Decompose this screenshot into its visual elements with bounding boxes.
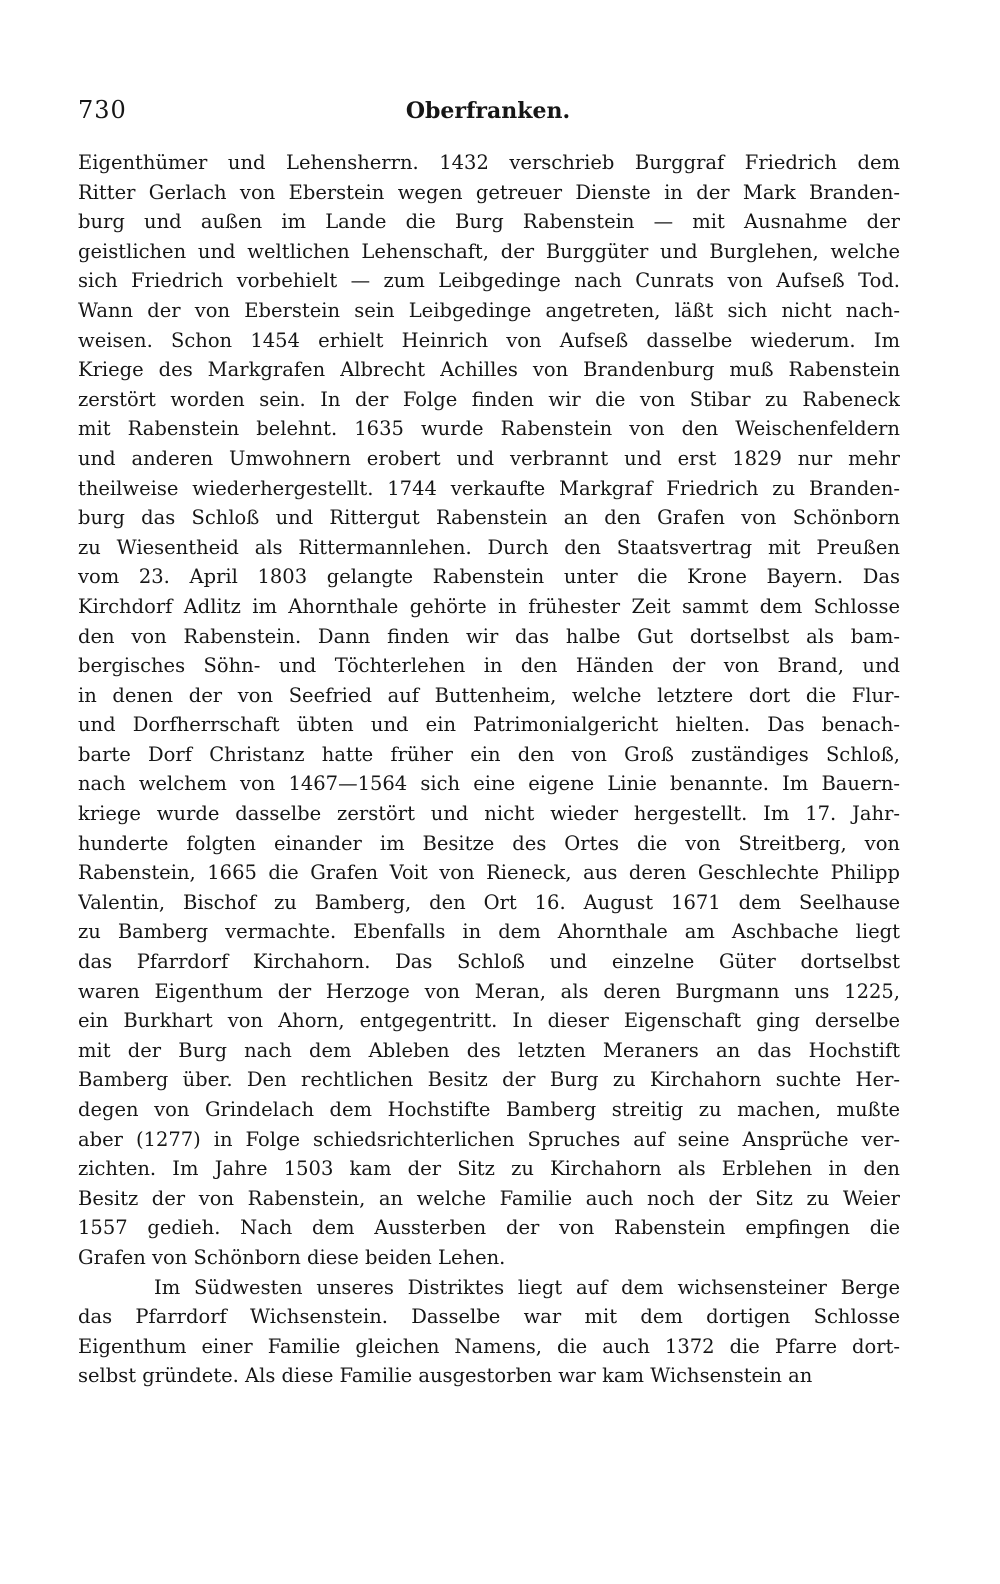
- page-number: 730: [78, 96, 127, 124]
- text-line: waren Eigenthum der Herzoge von Meran, als deren Burgmann uns 1225,: [78, 979, 900, 1003]
- text-line: Grafen von Schönborn diese beiden Lehen.: [78, 1245, 506, 1269]
- text-line: 1557 gedieh. Nach dem Aussterben der von Rabenstein empfingen die: [78, 1216, 900, 1240]
- text-line: Besitz der von Rabenstein, an welche Familie auch noch der Sitz zu Weier: [78, 1186, 900, 1210]
- text-line: Ritter Gerlach von Eberstein wegen getreuer Dienste in der Mark Branden-: [78, 180, 900, 204]
- text-line: barte Dorf Christanz hatte früher ein den von Groß zuständiges Schloß,: [78, 742, 900, 766]
- text-line: bergisches Söhn- und Töchterlehen in den Händen der von Brand, und: [78, 654, 900, 678]
- text-line: das Pfarrdorf Kirchahorn. Das Schloß und einzelne Güter dortselbst: [78, 950, 900, 974]
- text-line: Rabenstein, 1665 die Grafen Voit von Rieneck, aus deren Geschlechte Philipp: [78, 861, 900, 885]
- text-line: Eigenthum einer Familie gleichen Namens, die auch 1372 die Pfarre dort-: [78, 1334, 900, 1358]
- text-line: Bamberg über. Den rechtlichen Besitz der Burg zu Kirchahorn suchte Her-: [78, 1068, 900, 1092]
- page-header: [78, 96, 898, 136]
- text-line: zu Wiesentheid als Rittermannlehen. Durch den Staatsvertrag mit Preußen: [78, 535, 900, 559]
- text-line: weisen. Schon 1454 erhielt Heinrich von Aufseß dasselbe wiederum. Im: [78, 328, 900, 352]
- text-line: mit der Burg nach dem Ableben des letzten Meraners an das Hochstift: [78, 1038, 900, 1062]
- text-line: degen von Grindelach dem Hochstifte Bamberg streitig zu machen, mußte: [78, 1098, 900, 1121]
- text-line: Eigenthümer und Lehensherrn. 1432 verschrieb Burggraf Friedrich dem: [78, 151, 900, 174]
- text-line: mit Rabenstein belehnt. 1635 wurde Rabenstein von den Weischenfeldern: [78, 417, 900, 441]
- text-line: theilweise wiederhergestellt. 1744 verkaufte Markgraf Friedrich zu Branden-: [78, 476, 900, 500]
- text-line: burg das Schloß und Rittergut Rabenstein an den Grafen von Schönborn: [78, 506, 900, 530]
- text-line: geistlichen und weltlichen Lehenschaft, der Burggüter und Burglehen, welche: [78, 239, 900, 263]
- text-line: und anderen Umwohnern erobert und verbrannt und erst 1829 nur mehr: [78, 446, 900, 470]
- text-line: in denen der von Seefried auf Buttenheim, welche letztere dort die Flur-: [78, 683, 900, 707]
- text-line: aber (1277) in Folge schiedsrichterlichen Spruches auf seine Ansprüche ver-: [78, 1127, 900, 1151]
- text-line: zerstört worden sein. In der Folge finden wir die von Stibar zu Rabeneck: [78, 387, 900, 411]
- text-line: Wann der von Eberstein sein Leibgedinge angetreten, läßt sich nicht nach-: [78, 298, 900, 322]
- paragraph: [78, 1273, 900, 1391]
- text-line: Im Südwesten unseres Distriktes liegt auf dem wichsensteiner Berge: [154, 1275, 900, 1299]
- paragraph: [78, 148, 900, 1273]
- text-line: zu Bamberg vermachte. Ebenfalls in dem Ahornthale am Aschbache liegt: [78, 920, 900, 944]
- body-text: [78, 148, 900, 1391]
- text-line: das Pfarrdorf Wichsenstein. Dasselbe war mit dem dortigen Schlosse: [78, 1305, 900, 1329]
- text-line: Kirchdorf Adlitz im Ahornthale gehörte in frühester Zeit sammt dem Schlosse: [78, 594, 900, 618]
- running-head: Oberfranken.: [405, 98, 571, 124]
- text-line: sich Friedrich vorbehielt — zum Leibgedinge nach Cunrats von Aufseß Tod.: [78, 269, 900, 293]
- text-line: zichten. Im Jahre 1503 kam der Sitz zu Kirchahorn als Erblehen in den: [78, 1157, 900, 1181]
- text-line: den von Rabenstein. Dann finden wir das halbe Gut dortselbst als bam-: [78, 624, 900, 648]
- text-line: kriege wurde dasselbe zerstört und nicht wieder hergestellt. Im 17. Jahr-: [78, 802, 900, 826]
- text-line: burg und außen im Lande die Burg Rabenstein — mit Ausnahme der: [78, 210, 900, 234]
- text-line: ein Burkhart von Ahorn, entgegentritt. In dieser Eigenschaft ging derselbe: [78, 1009, 900, 1033]
- text-line: und Dorfherrschaft übten und ein Patrimonialgericht hielten. Das benach-: [78, 713, 900, 737]
- text-line: nach welchem von 1467—1564 sich eine eigene Linie benannte. Im Bauern-: [78, 772, 900, 796]
- text-line: Valentin, Bischof zu Bamberg, den Ort 16. August 1671 dem Seelhause: [78, 890, 900, 914]
- text-line: vom 23. April 1803 gelangte Rabenstein unter die Krone Bayern. Das: [78, 565, 900, 589]
- text-line: hunderte folgten einander im Besitze des Ortes die von Streitberg, von: [78, 831, 900, 855]
- text-line: Kriege des Markgrafen Albrecht Achilles von Brandenburg muß Rabenstein: [78, 358, 900, 382]
- text-line: selbst gründete. Als diese Familie ausgestorben war kam Wichsenstein an: [78, 1364, 813, 1388]
